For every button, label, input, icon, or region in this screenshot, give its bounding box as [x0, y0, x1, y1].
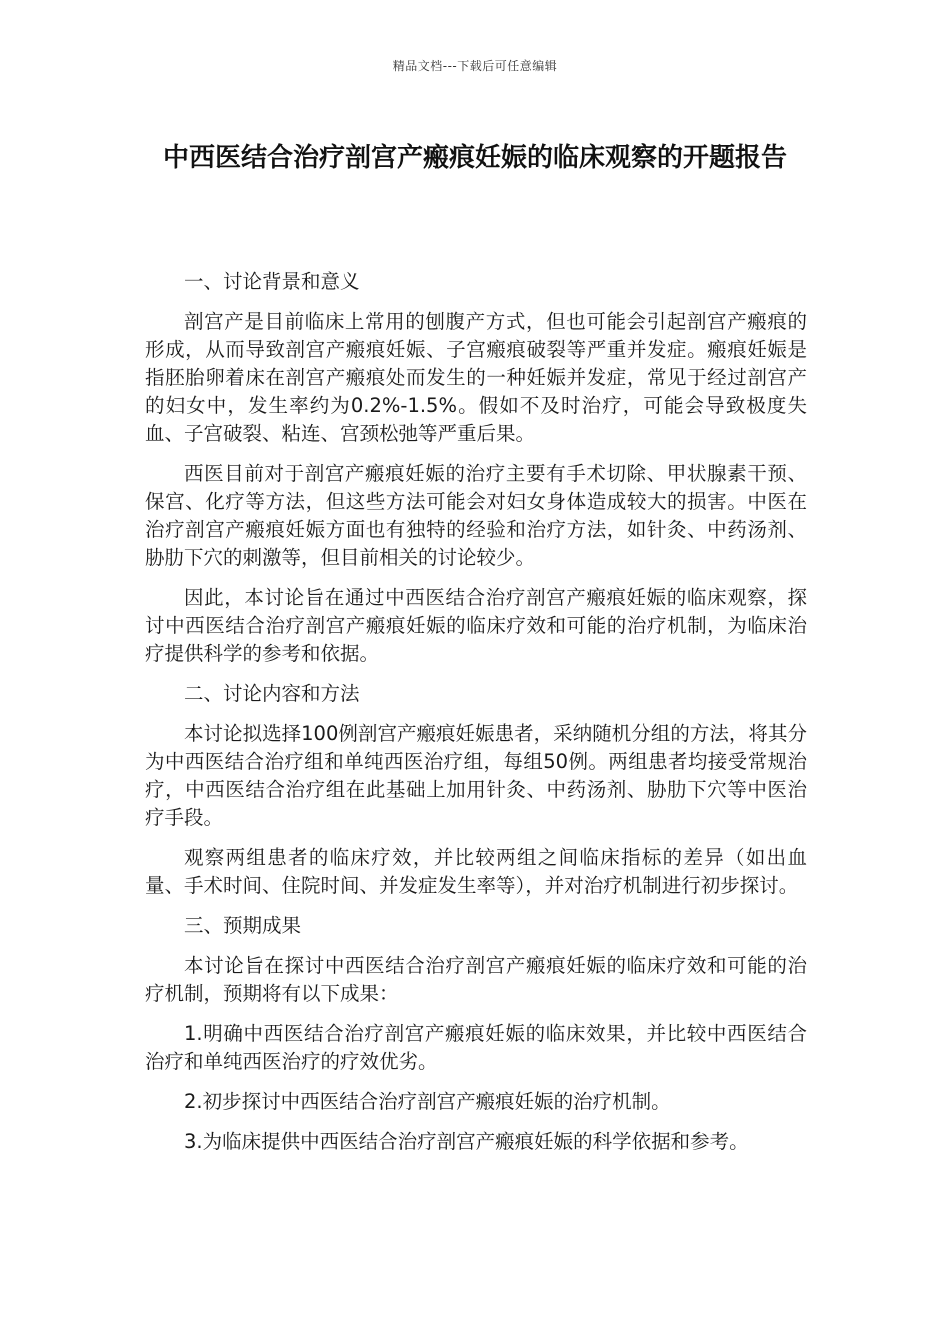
paragraph: 剖宫产是目前临床上常用的刨腹产方式，但也可能会引起剖宫产瘢痕的形成，从而导致剖宫产瘢痕妊娠、子宫瘢痕破裂等严重并发症。瘢痕妊娠是指胚胎卵着床在剖宫产瘢痕处而发生的一种妊娠并发症，常见于经过剖宫产的妇女中，发生率约为0.2%-1.5%。假如不及时治疗，可能会导致极度失血、子宫破裂、粘连、宫颈松弛等严重后果。 [145, 310, 807, 445]
list-item: 3.为临床提供中西医结合治疗剖宫产瘢痕妊娠的科学依据和参考。 [184, 1130, 749, 1153]
document-body [145, 268, 807, 1168]
document-title: 中西医结合治疗剖宫产瘢痕妊娠的临床观察的开题报告 [162, 143, 787, 173]
list-item: 1.明确中西医结合治疗剖宫产瘢痕妊娠的临床效果，并比较中西医结合治疗和单纯西医治疗的疗效优劣。 [145, 1022, 807, 1073]
section-heading-background: 一、讨论背景和意义 [184, 270, 360, 293]
section-heading-methods: 二、讨论内容和方法 [184, 682, 360, 705]
paragraph: 本讨论拟选择100例剖宫产瘢痕妊娠患者，采纳随机分组的方法，将其分为中西医结合治疗组和单纯西医治疗组，每组50例。两组患者均接受常规治疗，中西医结合治疗组在此基础上加用针灸、中药汤剂、胁肋下穴等中医治疗手段。 [145, 722, 807, 829]
header-note: 精品文档---下载后可任意编辑 [392, 59, 558, 73]
paragraph: 观察两组患者的临床疗效，并比较两组之间临床指标的差异（如出血量、手术时间、住院时间、并发症发生率等），并对治疗机制进行初步探讨。 [145, 846, 807, 897]
paragraph: 本讨论旨在探讨中西医结合治疗剖宫产瘢痕妊娠的临床疗效和可能的治疗机制，预期将有以下成果： [145, 954, 807, 1005]
section-heading-expected-results: 三、预期成果 [184, 914, 302, 937]
paragraph: 西医目前对于剖宫产瘢痕妊娠的治疗主要有手术切除、甲状腺素干预、保宫、化疗等方法，但这些方法可能会对妇女身体造成较大的损害。中医在治疗剖宫产瘢痕妊娠方面也有独特的经验和治疗方法，如针灸、中药汤剂、胁肋下穴的刺激等，但目前相关的讨论较少。 [145, 462, 807, 569]
list-item: 2.初步探讨中西医结合治疗剖宫产瘢痕妊娠的治疗机制。 [184, 1090, 671, 1113]
paragraph: 因此，本讨论旨在通过中西医结合治疗剖宫产瘢痕妊娠的临床观察，探讨中西医结合治疗剖宫产瘢痕妊娠的临床疗效和可能的治疗机制，为临床治疗提供科学的参考和依据。 [145, 586, 807, 665]
